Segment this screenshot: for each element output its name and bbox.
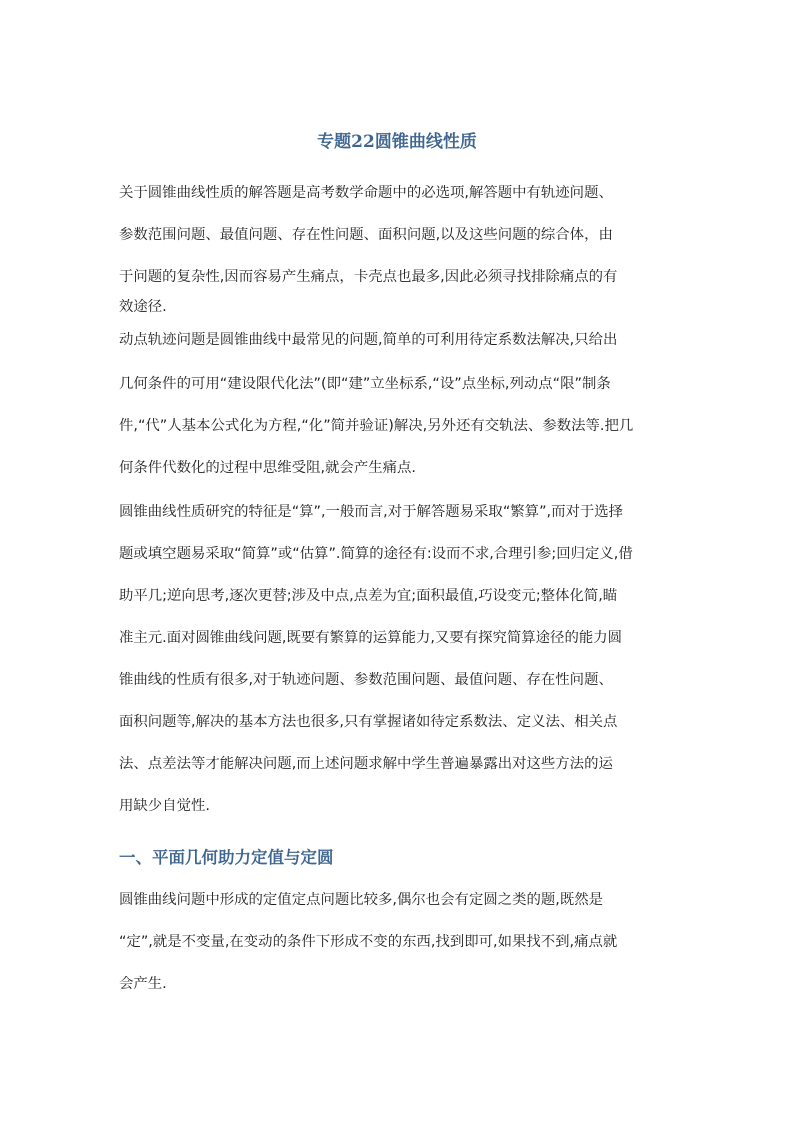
- intro-line: 动点轨迹问题是圆锥曲线中最常见的问题,简单的可利用待定系数法解决,只给出: [119, 332, 618, 348]
- intro-line: 件,“代”人基本公式化为方程,“化”简并验证)解决,另外还有交轨法、参数法等.把几: [119, 418, 634, 434]
- intro-line: 关于圆锥曲线性质的解答题是高考数学命题中的必选项,解答题中有轨迹问题、: [119, 185, 613, 201]
- intro-line: 法、点差法等才能解决问题,而上述问题求解中学生普遍暴露出对这些方法的运: [119, 756, 613, 772]
- intro-line: 参数范围问题、最值问题、存在性问题、面积问题,以及这些问题的综合体，由: [119, 227, 613, 243]
- intro-line: 几何条件的可用“建设限代化法”(即“建”立坐标系,“设”点坐标,列动点“限”制条: [119, 376, 611, 392]
- intro-line: 用缺少自觉性.: [119, 798, 210, 814]
- intro-line: 于问题的复杂性,因而容易产生痛点，卡壳点也最多,因此必须寻找排除痛点的有: [119, 269, 618, 285]
- section-line: “定”,就是不变量,在变动的条件下形成不变的东西,找到即可,如果找不到,痛点就: [119, 934, 618, 950]
- intro-line: 何条件代数化的过程中思维受阻,就会产生痛点.: [119, 460, 416, 476]
- intro-line: 助平几;逆向思考,逐次更替;涉及中点,点差为宜;面积最值,巧设变元;整体化简,瞄: [119, 588, 618, 604]
- document-title: 专题22圆锥曲线性质: [317, 132, 477, 152]
- intro-line: 效途径.: [119, 299, 167, 315]
- intro-line: 准主元.面对圆锥曲线问题,既要有繁算的运算能力,又要有探究简算途径的能力圆: [119, 630, 623, 646]
- intro-line: 面积问题等,解决的基本方法也很多,只有掌握诸如待定系数法、定义法、相关点: [119, 714, 618, 730]
- intro-line: 题或填空题易采取“简算”或“估算”.简算的途径有:设而不求,合理引参;回归定义,借: [119, 546, 633, 562]
- section-line: 会产生.: [119, 976, 167, 992]
- intro-line: 圆锥曲线性质研究的特征是“算”,一般而言,对于解答题易采取“繁算”,而对于选择: [119, 504, 624, 520]
- intro-line: 锥曲线的性质有很多,对于轨迹问题、参数范围问题、最值问题、存在性问题、: [119, 672, 613, 688]
- section-line: 圆锥曲线问题中形成的定值定点问题比较多,偶尔也会有定圆之类的题,既然是: [119, 892, 604, 908]
- section-heading: 一、平面几何助力定值与定圆: [119, 848, 334, 867]
